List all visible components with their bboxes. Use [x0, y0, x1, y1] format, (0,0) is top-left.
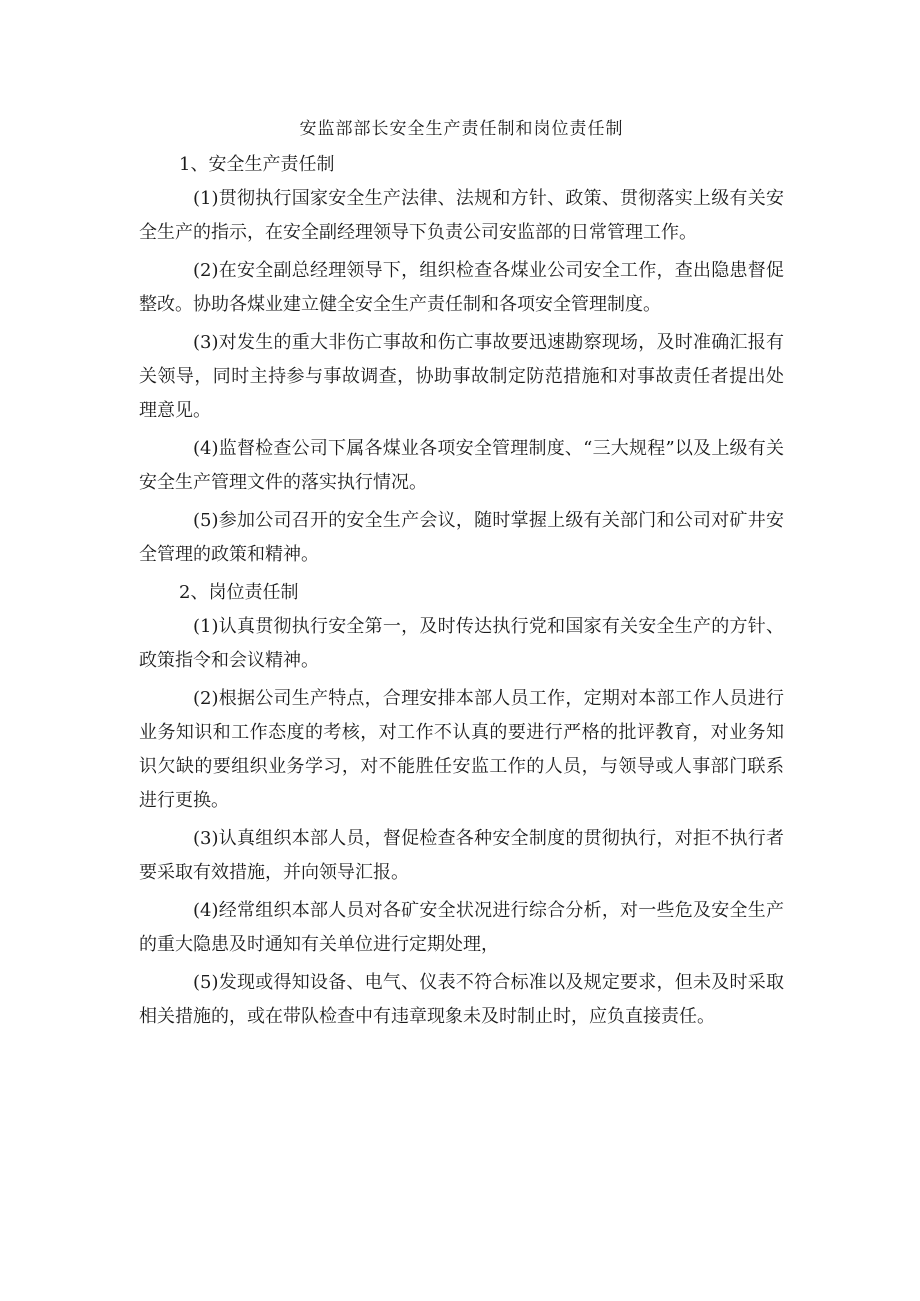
paragraph: (4)监督检查公司下属各煤业各项安全管理制度、“三大规程”以及上级有关安全生产管理文件的落实执行情况。 — [139, 438, 784, 493]
section-heading: 1、安全生产责任制 — [179, 154, 335, 175]
paragraph: (1)贯彻执行国家安全生产法律、法规和方针、政策、贯彻落实上级有关安全生产的指示，在安全副经理领导下负责公司安监部的日常管理工作。 — [139, 188, 784, 243]
paragraph: (3)对发生的重大非伤亡事故和伤亡事故要迅速勘察现场，及时准确汇报有关领导，同时主持参与事故调查，协助事故制定防范措施和对事故责任者提出处理意见。 — [139, 332, 784, 421]
document-title: 安监部部长安全生产责任制和岗位责任制 — [299, 119, 624, 139]
paragraph: (2)在安全副总经理领导下，组织检查各煤业公司安全工作，查出隐患督促整改。协助各煤业建立健全安全生产责任制和各项安全管理制度。 — [139, 260, 784, 315]
paragraph: (5)发现或得知设备、电气、仪表不符合标准以及规定要求，但未及时采取相关措施的，或在带队检查中有违章现象未及时制止时，应负直接责任。 — [139, 972, 784, 1027]
section-safety-responsibility — [139, 148, 784, 572]
paragraph: (4)经常组织本部人员对各矿安全状况进行综合分析，对一些危及安全生产的重大隐患及时通知有关单位进行定期处理， — [139, 900, 784, 955]
paragraph: (3)认真组织本部人员，督促检查各种安全制度的贯彻执行，对拒不执行者要采取有效措施，并向领导汇报。 — [139, 828, 784, 883]
section-post-responsibility — [139, 576, 784, 1034]
paragraph: (2)根据公司生产特点，合理安排本部人员工作，定期对本部工作人员进行业务知识和工作态度的考核，对工作不认真的要进行严格的批评教育，对业务知识欠缺的要组织业务学习，对不能胜任安监工作的人员，与领导或人事部门联系进行更换。 — [139, 688, 784, 811]
section-heading: 2、岗位责任制 — [179, 582, 299, 603]
paragraph: (5)参加公司召开的安全生产会议，随时掌握上级有关部门和公司对矿井安全管理的政策和精神。 — [139, 510, 784, 565]
paragraph: (1)认真贯彻执行安全第一，及时传达执行党和国家有关安全生产的方针、政策指令和会议精神。 — [139, 616, 784, 671]
document-page — [139, 112, 784, 1038]
